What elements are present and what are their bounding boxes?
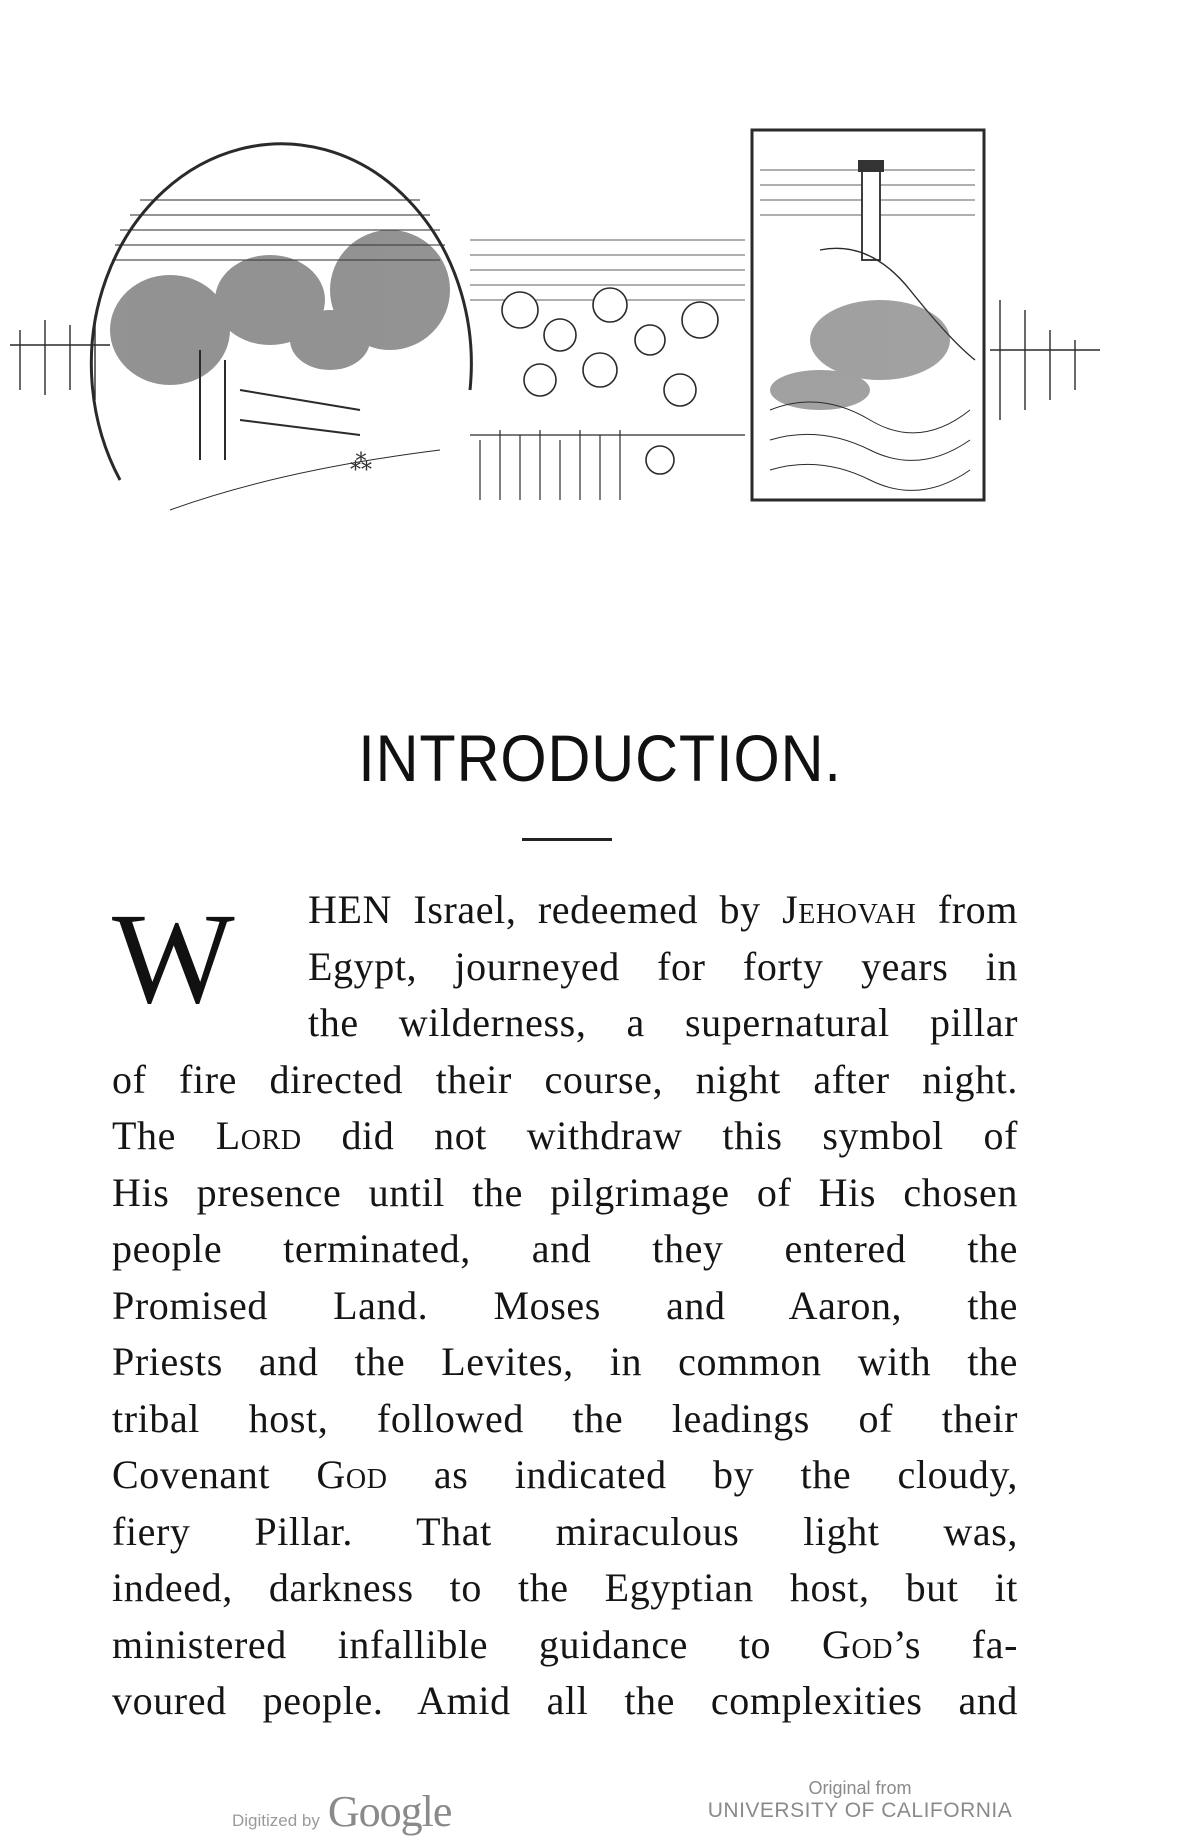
text-run: Covenant	[112, 1452, 317, 1497]
text-line	[112, 1673, 1018, 1730]
text-run: of fire directed their course, night after night.	[112, 1056, 1018, 1102]
flower-panel	[470, 240, 745, 500]
artist-signature: ⁂	[350, 451, 372, 476]
text-run: people terminated, and they entered the	[112, 1226, 1018, 1271]
text-line	[112, 1221, 1018, 1278]
text-run: fiery Pillar. That miraculous light was,	[112, 1508, 1018, 1554]
small-caps-run: Lord	[215, 1113, 302, 1158]
text-run: Priests and the Levites, in common with the	[112, 1339, 1018, 1384]
text-line	[112, 1165, 1018, 1222]
title-divider	[522, 838, 612, 841]
text-line	[112, 1560, 1018, 1617]
text-run: voured people. Amid all the complexities and	[112, 1678, 1018, 1723]
small-caps-run: God	[316, 1452, 388, 1497]
text-line	[112, 1617, 1018, 1674]
body-text	[112, 882, 1018, 1730]
original-source-credit	[660, 1778, 1060, 1823]
text-run: Egypt, journeyed for forty years in	[308, 943, 1018, 989]
google-logo: Google	[327, 1787, 452, 1836]
text-line	[308, 939, 1018, 996]
text-run: His presence until the pilgrimage of His chosen	[112, 1169, 1018, 1215]
text-line	[112, 1278, 1018, 1335]
text-run: ministered infallible guidance to	[112, 1621, 822, 1667]
text-line	[112, 1052, 1018, 1109]
text-lines	[112, 882, 1018, 1730]
text-run: The	[112, 1113, 216, 1158]
text-line	[112, 1391, 1018, 1448]
page-title: INTRODUCTION.	[358, 721, 842, 795]
text-line	[308, 995, 1018, 1052]
text-run: as indicated by the cloudy,	[387, 1452, 1019, 1497]
header-illustration	[0, 90, 1200, 570]
circular-landscape-vignette	[91, 144, 471, 510]
text-line	[112, 1108, 1018, 1165]
text-line	[112, 1447, 1018, 1504]
text-line	[112, 1334, 1018, 1391]
text-run: indeed, darkness to the Egyptian host, but it	[112, 1565, 1018, 1610]
small-caps-run: God	[821, 1621, 894, 1667]
text-run: Promised Land. Moses and Aaron, the	[112, 1282, 1018, 1328]
text-run: the wilderness, a supernatural pillar	[308, 1000, 1018, 1045]
small-caps-run: Jehovah	[782, 887, 917, 932]
text-run: did not withdraw this symbol of	[301, 1113, 1018, 1158]
right-fence-posts	[990, 300, 1100, 420]
original-from-label: Original from	[808, 1778, 912, 1798]
university-label: UNIVERSITY OF CALIFORNIA	[707, 1799, 1013, 1822]
drop-cap: W	[112, 887, 235, 1031]
digitized-by-label: Digitized by	[232, 1811, 320, 1830]
text-line	[112, 1504, 1018, 1561]
lighthouse-panel	[752, 130, 984, 500]
text-run: tribal host, followed the leadings of their	[112, 1395, 1018, 1441]
text-run: ’s fa-	[893, 1621, 1018, 1667]
text-run: from	[916, 887, 1018, 932]
text-line	[308, 882, 1018, 939]
digitized-by-credit	[232, 1786, 451, 1837]
text-run: HEN Israel, redeemed by	[308, 887, 783, 932]
